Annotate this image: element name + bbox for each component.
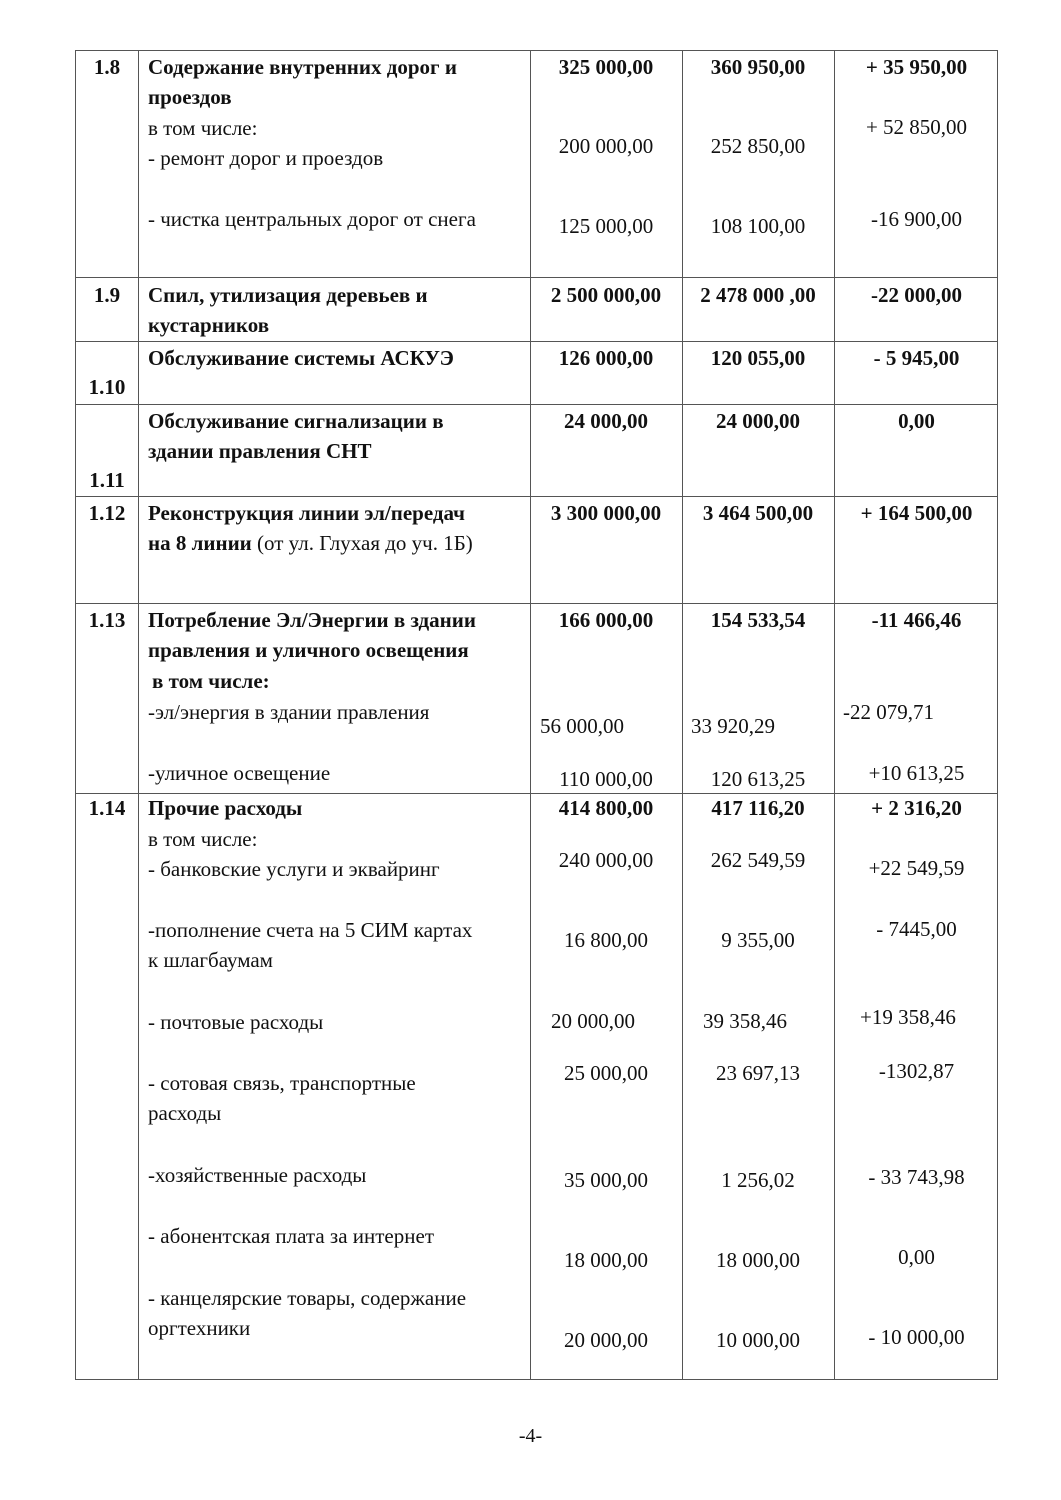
fact-value: 9 355,00: [721, 928, 795, 952]
fact-value: 108 100,00: [710, 214, 806, 238]
row-title: Содержание внутренних дорог и: [148, 55, 457, 79]
fact-value: 39 358,46: [703, 1009, 787, 1033]
fact-value: 10 000,00: [716, 1328, 800, 1352]
diff-value: -22 079,71: [843, 700, 934, 724]
diff-value: - 10 000,00: [868, 1325, 965, 1349]
subitem-text: -эл/энергия в здании правления: [148, 700, 430, 724]
row-index: 1.12: [88, 501, 126, 525]
plan-value: 20 000,00: [564, 1328, 648, 1352]
diff-value: - 33 743,98: [868, 1165, 965, 1189]
row-title: Прочие расходы: [148, 796, 303, 820]
fact-value: 120 055,00: [710, 346, 806, 370]
plan-value: 200 000,00: [558, 134, 654, 158]
diff-value: -11 466,46: [871, 608, 962, 632]
fact-value: 120 613,25: [710, 767, 806, 791]
plan-value: 325 000,00: [558, 55, 654, 79]
plan-value: 18 000,00: [564, 1248, 648, 1272]
plan-value: 16 800,00: [564, 928, 648, 952]
row-title: правления и уличного освещения: [148, 638, 469, 662]
fact-value: 33 920,29: [691, 714, 775, 738]
diff-value: +22 549,59: [868, 856, 965, 880]
fact-value: 360 950,00: [710, 55, 806, 79]
plan-value: 126 000,00: [558, 346, 654, 370]
plan-value: 56 000,00: [540, 714, 624, 738]
diff-value: -16 900,00: [871, 207, 962, 231]
fact-value: 262 549,59: [710, 848, 806, 872]
plan-value: 24 000,00: [564, 409, 648, 433]
row-index: 1.14: [88, 796, 126, 820]
diff-value: + 164 500,00: [860, 501, 973, 525]
subitem-text: - банковские услуги и эквайринг: [148, 857, 440, 881]
row-index: 1.8: [93, 55, 121, 79]
fact-value: 3 464 500,00: [702, 501, 814, 525]
fact-value: 154 533,54: [710, 608, 806, 632]
plan-value: 2 500 000,00: [550, 283, 662, 307]
diff-value: +19 358,46: [860, 1005, 956, 1029]
subitem-text: -пополнение счета на 5 СИМ картах: [148, 918, 473, 942]
row-title: Обслуживание системы АСКУЭ: [148, 346, 454, 370]
fact-value: 417 116,20: [711, 796, 805, 820]
table-column-divider: [138, 50, 139, 1380]
table-row-divider: [75, 496, 998, 497]
table-row-divider: [75, 404, 998, 405]
plan-value: 240 000,00: [558, 848, 654, 872]
plan-value: 110 000,00: [559, 767, 653, 791]
plan-value: 20 000,00: [551, 1009, 635, 1033]
subitem-text: расходы: [148, 1101, 222, 1125]
row-title: кустарников: [148, 313, 270, 337]
subitem-text: - почтовые расходы: [148, 1010, 324, 1034]
plan-value: 35 000,00: [564, 1168, 648, 1192]
row-title: Потребление Эл/Энергии в здании: [148, 608, 476, 632]
row-index: 1.11: [89, 468, 125, 492]
row-title: [148, 528, 473, 558]
row-title: Спил, утилизация деревьев и: [148, 283, 428, 307]
subitem-text: в том числе:: [148, 827, 258, 851]
subitem-text: - канцелярские товары, содержание: [148, 1286, 467, 1310]
fact-value: 24 000,00: [716, 409, 800, 433]
page-number: -4-: [518, 1425, 543, 1447]
diff-value: 0,00: [898, 409, 935, 433]
diff-value: - 7445,00: [876, 917, 957, 941]
table-row-divider: [75, 603, 998, 604]
subitem-text: - чистка центральных дорог от снега: [148, 207, 476, 231]
diff-value: + 52 850,00: [865, 115, 968, 139]
subitem-text: -уличное освещение: [148, 761, 331, 785]
table-row-divider: [75, 277, 998, 278]
subitem-text: - ремонт дорог и проездов: [148, 146, 384, 170]
row-title: Обслуживание сигнализации в: [148, 409, 444, 433]
row-index: 1.9: [93, 283, 121, 307]
diff-value: + 35 950,00: [865, 55, 968, 79]
row-title-bold-part: на 8 линии: [148, 531, 252, 555]
plan-value: 25 000,00: [564, 1061, 648, 1085]
row-index: 1.13: [88, 608, 126, 632]
subitem-text: в том числе:: [148, 116, 258, 140]
row-title: Реконструкция линии эл/передач: [148, 501, 466, 525]
subitem-text: - абонентская плата за интернет: [148, 1224, 434, 1248]
diff-value: +10 613,25: [868, 761, 965, 785]
row-title: проездов: [148, 85, 232, 109]
subitem-text: оргтехники: [148, 1316, 251, 1340]
fact-value: 2 478 000 ,00: [700, 283, 816, 307]
diff-value: -22 000,00: [871, 283, 962, 307]
diff-value: - 5 945,00: [873, 346, 960, 370]
fact-value: 23 697,13: [716, 1061, 800, 1085]
plan-value: 166 000,00: [558, 608, 654, 632]
diff-value: + 2 316,20: [871, 796, 962, 820]
diff-value: 0,00: [898, 1245, 935, 1269]
row-title-note: (от ул. Глухая до уч. 1Б): [251, 531, 473, 555]
subitem-text: -хозяйственные расходы: [148, 1163, 367, 1187]
table-row-divider: [75, 341, 998, 342]
diff-value: -1302,87: [878, 1059, 955, 1083]
subitem-text: к шлагбаумам: [148, 948, 273, 972]
plan-value: 414 800,00: [558, 796, 654, 820]
row-title: здании правления СНТ: [148, 439, 372, 463]
fact-value: 1 256,02: [721, 1168, 795, 1192]
fact-value: 252 850,00: [710, 134, 806, 158]
plan-value: 125 000,00: [558, 214, 654, 238]
row-index: 1.10: [88, 375, 126, 399]
row-title: в том числе:: [152, 669, 270, 693]
subitem-text: - сотовая связь, транспортные: [148, 1071, 416, 1095]
fact-value: 18 000,00: [716, 1248, 800, 1272]
plan-value: 3 300 000,00: [550, 501, 662, 525]
